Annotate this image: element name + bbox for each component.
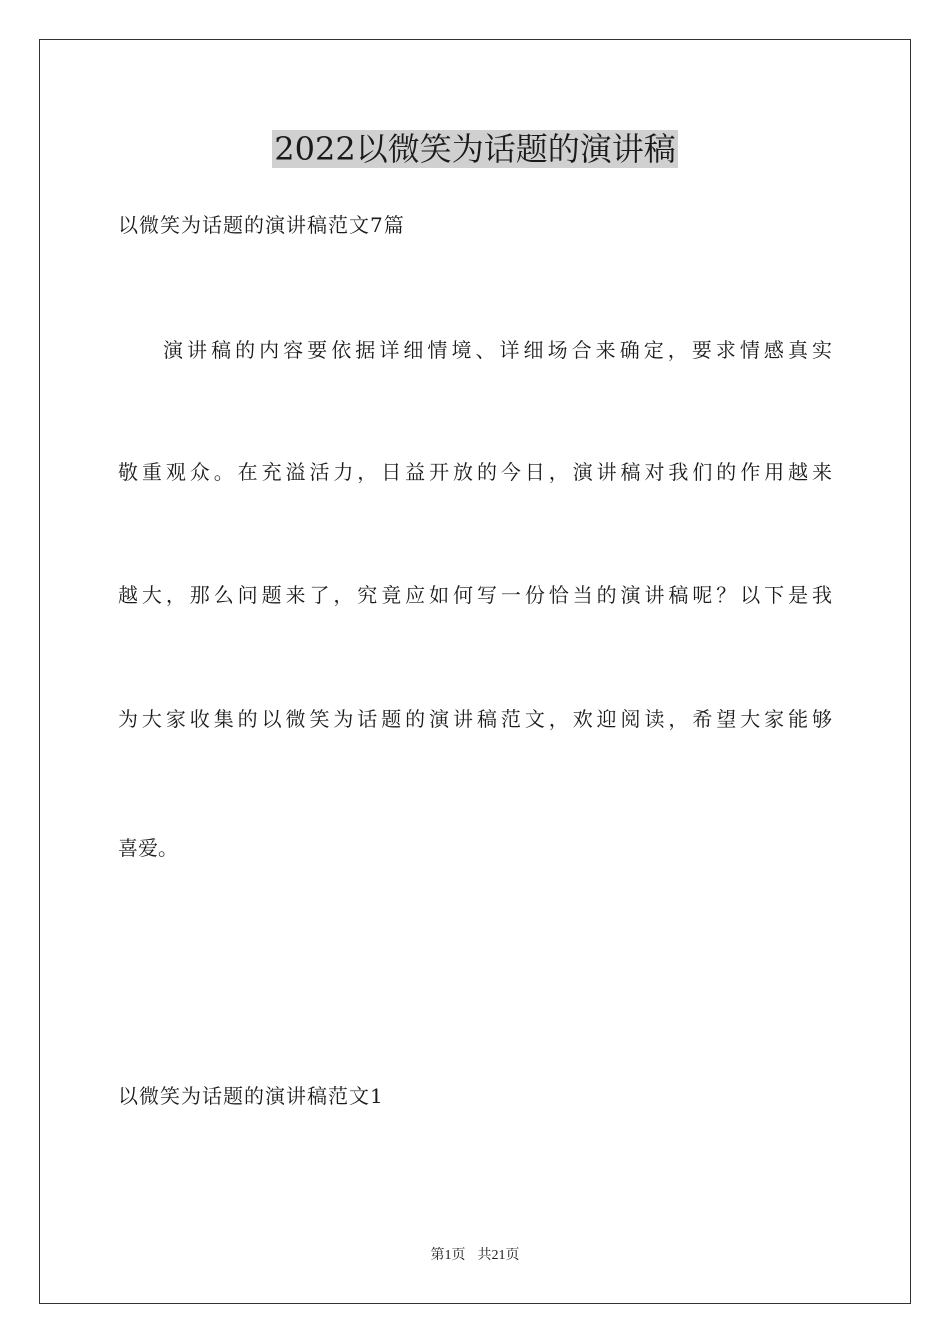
page-total: 共21页 <box>477 1248 520 1263</box>
intro-line-5: 喜爱。 <box>118 836 178 860</box>
document-subtitle: 以微笑为话题的演讲稿范文7篇 <box>118 213 405 237</box>
intro-line-4: 为大家收集的以微笑为话题的演讲稿范文，欢迎阅读，希望大家能够 <box>118 707 832 731</box>
intro-line-1: 演讲稿的内容要依据详细情境、详细场合来确定，要求情感真实 <box>163 338 832 362</box>
page-number: 第1页 <box>430 1248 466 1263</box>
intro-line-2: 敬重观众。在充溢活力，日益开放的今日，演讲稿对我们的作用越来 <box>118 460 832 484</box>
page-footer <box>0 1246 950 1266</box>
document-title-text: 2022以微笑为话题的演讲稿 <box>274 130 676 168</box>
section-heading: 以微笑为话题的演讲稿范文1 <box>118 1084 384 1108</box>
intro-line-3: 越大，那么问题来了，究竟应如何写一份恰当的演讲稿呢？以下是我 <box>118 583 832 607</box>
document-title <box>0 126 950 172</box>
